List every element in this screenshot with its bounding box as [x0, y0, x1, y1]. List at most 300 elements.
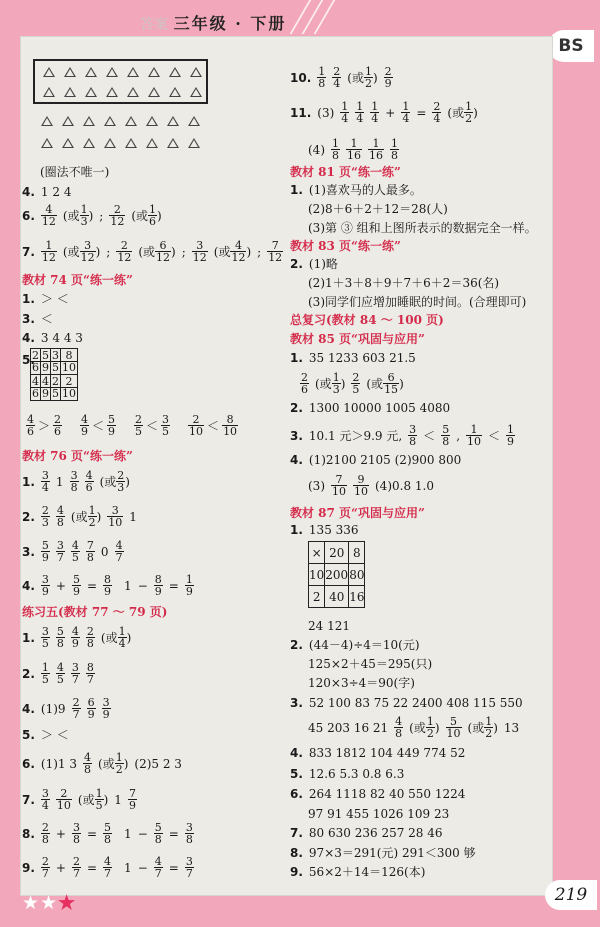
answer-line: [290, 350, 416, 366]
denominator: 4: [356, 112, 364, 125]
text: ): [125, 474, 130, 489]
fraction: [70, 470, 79, 493]
numerator: 1: [426, 715, 434, 728]
denominator: 9: [128, 799, 136, 812]
text: (或: [315, 376, 332, 391]
denominator: 4: [333, 77, 341, 90]
text: ): [171, 244, 176, 259]
text: ): [103, 792, 109, 807]
denominator: 16: [369, 149, 383, 162]
denominator: 6: [32, 387, 39, 400]
numerator: 2: [32, 349, 39, 362]
text: ): [340, 376, 346, 391]
numerator: 4: [71, 539, 79, 552]
answer-line: [22, 752, 182, 775]
numerator: 1: [332, 371, 340, 384]
numerator: 1: [318, 65, 326, 78]
triangle-shape: [83, 138, 95, 148]
denominator: 8: [442, 435, 450, 448]
text: =: [168, 578, 179, 593]
denominator: 10: [189, 425, 204, 438]
numerator: 1: [356, 100, 364, 113]
numerator: 1: [118, 625, 126, 638]
numerator: 1: [41, 661, 49, 674]
section-heading: 教材 76 页“练一练”: [22, 449, 133, 463]
numerator: 6: [387, 371, 395, 384]
denominator: 5: [56, 673, 64, 686]
numerator: 3: [185, 821, 193, 834]
text: ;: [99, 208, 104, 223]
fraction: [148, 204, 157, 227]
answer-line: [22, 470, 130, 493]
question-number: 5.: [22, 728, 35, 742]
answer-line: [308, 220, 537, 236]
denominator: 16: [347, 149, 361, 162]
denominator: 6: [32, 361, 39, 374]
triangle-shape: [169, 67, 181, 77]
numerator: 4: [115, 539, 123, 552]
fraction: [332, 66, 341, 89]
grid-cell: 20: [325, 542, 349, 564]
numerator: 2: [192, 413, 200, 426]
denominator: 3: [80, 215, 88, 228]
numerator: 3: [111, 504, 119, 517]
question-number: 6.: [290, 787, 303, 801]
page-header: [0, 0, 600, 38]
fraction: [80, 204, 89, 227]
numerator: 6: [159, 239, 167, 252]
answer-line: [308, 294, 526, 310]
numerator: 1: [80, 203, 88, 216]
text: ;: [106, 244, 111, 259]
question-number: 11.: [290, 105, 312, 120]
answer-text: 56×2＋14＝126(本): [308, 865, 426, 879]
answer-line: [300, 372, 404, 395]
fraction: [464, 101, 473, 124]
denominator: 2: [485, 727, 493, 740]
numerator: 1: [332, 137, 339, 150]
numerator: 4: [71, 625, 79, 638]
question-number: 5.: [22, 353, 35, 367]
denominator: 5: [41, 637, 49, 650]
answer-line: [22, 626, 131, 649]
question-number: 7.: [22, 244, 35, 259]
text: (或: [467, 720, 485, 735]
triangle-shape: [83, 116, 95, 126]
answer-text: (1)喜欢马的人最多。: [308, 183, 422, 197]
fraction: [185, 856, 194, 879]
answer-text: 125×2＋45＝295(只): [308, 657, 433, 671]
fraction: [41, 574, 50, 597]
numerator: 4: [27, 413, 34, 426]
question-number: 2.: [290, 638, 303, 652]
text: (或: [213, 244, 231, 259]
text: 1: [124, 578, 132, 593]
text: 1: [124, 860, 132, 875]
text: −: [137, 826, 148, 841]
question-number: 4.: [22, 578, 35, 593]
text: 10.1 元＞9.9 元,: [308, 428, 403, 443]
question-number: 10.: [290, 70, 312, 85]
denominator: 10: [62, 361, 76, 374]
triangle-shape: [146, 138, 158, 148]
fraction: [317, 66, 326, 89]
edition-badge: BS: [548, 30, 594, 62]
question-number: 4.: [22, 185, 35, 199]
fraction: [107, 505, 123, 528]
numerator: 3: [102, 696, 110, 709]
denominator: 12: [231, 251, 246, 264]
fraction: [332, 372, 341, 395]
text: (4): [308, 142, 325, 157]
denominator: 9: [71, 637, 79, 650]
denominator: 10: [223, 425, 238, 438]
denominator: 7: [185, 867, 193, 880]
answer-line: [290, 637, 420, 653]
fraction: [300, 372, 309, 395]
fraction: [31, 376, 40, 399]
numerator: 3: [41, 787, 49, 800]
question-number: 9.: [290, 865, 303, 879]
numerator: 2: [86, 625, 94, 638]
triangle-shape: [148, 67, 160, 77]
section-heading: 教材 74 页“练一练”: [22, 273, 133, 287]
section-heading: 教材 83 页“练一练”: [290, 239, 401, 253]
text: ): [372, 70, 378, 85]
triangle-rows: [33, 108, 208, 158]
denominator: 9: [72, 585, 80, 598]
text: −: [137, 860, 148, 875]
numerator: 2: [41, 855, 49, 868]
fraction: [432, 101, 441, 124]
text: (或: [70, 509, 88, 524]
question-number: 5.: [290, 767, 303, 781]
difficulty-stars: ★★★: [22, 892, 77, 914]
numerator: 1: [88, 504, 96, 517]
numerator: 4: [395, 715, 403, 728]
numerator: 1: [402, 100, 410, 113]
numerator: 4: [154, 855, 162, 868]
grid-cell: 200: [325, 564, 349, 586]
denominator: 9: [108, 425, 116, 438]
answer-text: 833 1812 104 449 774 52: [308, 746, 466, 760]
triangle-shape: [85, 67, 97, 77]
denominator: 9: [185, 585, 193, 598]
numerator: 2: [135, 413, 143, 426]
answer-line: [22, 822, 194, 845]
answer-text: 80 630 236 257 28 46: [308, 826, 443, 840]
numerator: 5: [56, 625, 64, 638]
triangle-shape: [106, 87, 118, 97]
answer-text: 52 100 83 75 22 2400 408 115 550: [308, 696, 523, 710]
denominator: 2: [426, 727, 434, 740]
triangle-shape: [64, 87, 76, 97]
fraction: [370, 101, 379, 124]
denominator: 10: [354, 485, 368, 498]
fraction: [80, 414, 89, 437]
fraction: [72, 822, 81, 845]
text: ;: [257, 244, 262, 259]
fraction: [116, 240, 132, 263]
question-number: 4.: [290, 746, 303, 760]
answer-line: [290, 845, 476, 861]
text: (或: [409, 720, 426, 735]
triangle-shape: [125, 116, 137, 126]
fraction: [85, 470, 94, 493]
numerator: 5: [42, 349, 49, 362]
grid-cell: ×: [309, 542, 325, 564]
text: 1: [124, 826, 132, 841]
answer-text: 120×3÷4＝90(字): [308, 676, 415, 690]
text: +: [55, 826, 66, 841]
question-number: 1.: [290, 523, 303, 537]
fraction: [109, 204, 125, 227]
answer-text: 24 121: [308, 619, 350, 633]
text: (2)5 2 3: [134, 756, 182, 771]
triangle-shape: [104, 116, 116, 126]
triangle-shape: [62, 138, 74, 148]
text: ): [88, 208, 94, 223]
denominator: 12: [268, 251, 283, 264]
question-number: 6.: [22, 756, 35, 771]
denominator: 10: [467, 435, 482, 448]
text: =: [86, 826, 98, 841]
fraction: [506, 424, 515, 447]
denominator: 10: [108, 516, 123, 529]
answer-text: 1300 10000 1005 4080: [308, 401, 451, 415]
numerator: 8: [226, 413, 234, 426]
fraction: [364, 66, 373, 89]
fraction: [340, 101, 349, 124]
numerator: 7: [86, 539, 94, 552]
fraction: [102, 697, 111, 720]
answer-line: [290, 400, 450, 416]
text: ): [126, 630, 132, 645]
answer-line: [308, 656, 432, 672]
text: 1: [129, 509, 137, 524]
text: +: [55, 578, 66, 593]
text: ,: [456, 428, 461, 443]
denominator: 8: [84, 763, 92, 776]
denominator: 5: [71, 551, 79, 564]
section-heading: 教材 85 页“巩固与应用”: [290, 332, 425, 346]
answer-line: [290, 695, 523, 711]
fraction: [86, 626, 95, 649]
text: ＜: [92, 418, 105, 433]
text: ): [246, 244, 252, 259]
numerator: 1: [185, 573, 193, 586]
text: 0: [100, 544, 109, 559]
answer-line: [308, 806, 449, 822]
denominator: 7: [72, 708, 80, 721]
text: (或: [347, 70, 364, 85]
fraction: [72, 574, 81, 597]
fraction: [351, 372, 360, 395]
text: ＜: [488, 428, 501, 443]
denominator: 4: [118, 637, 126, 650]
answer-text: (2)1＋3＋8＋9＋7＋6＋2＝36(名): [308, 276, 500, 290]
denominator: 8: [70, 481, 78, 494]
denominator: 7: [115, 551, 123, 564]
text: ): [96, 509, 102, 524]
denominator: 8: [86, 551, 94, 564]
answer-line: [290, 182, 422, 198]
fraction: [88, 505, 97, 528]
numerator: 8: [104, 573, 112, 586]
numerator: 3: [162, 413, 170, 426]
denominator: 8: [56, 516, 64, 529]
fraction: [41, 856, 50, 879]
question-number: 9.: [22, 860, 35, 875]
triangle-shape: [190, 67, 202, 77]
answer-text: (44－4)÷4＝10(元): [308, 638, 420, 652]
numerator: 5: [72, 573, 80, 586]
numerator: 5: [41, 539, 49, 552]
numerator: 3: [196, 239, 204, 252]
numerator: 7: [128, 787, 136, 800]
fraction: [331, 138, 340, 161]
fraction: [408, 424, 417, 447]
text: =: [168, 826, 179, 841]
text: 1: [55, 474, 64, 489]
text: (或: [99, 474, 117, 489]
answer-line: [290, 66, 393, 89]
numerator: 2: [60, 787, 68, 800]
triangle-figure: [33, 59, 208, 104]
text: ): [434, 720, 440, 735]
numerator: 3: [41, 625, 49, 638]
denominator: 9: [507, 435, 515, 448]
grid-cell: 40: [325, 586, 349, 608]
denominator: 4: [41, 481, 49, 494]
numerator: 3: [71, 661, 79, 674]
grid-cell: 16: [349, 586, 365, 608]
fraction: [41, 505, 50, 528]
fraction: [80, 240, 96, 263]
numerator: 3: [72, 821, 80, 834]
answer-line: [308, 618, 350, 634]
triangle-shape: [127, 67, 139, 77]
answer-line: [308, 138, 399, 161]
fraction: [355, 101, 364, 124]
answer-line: [290, 766, 404, 782]
answer-line: [290, 256, 338, 272]
numerator: 3: [409, 423, 417, 436]
numerator: 2: [433, 100, 441, 113]
denominator: 12: [192, 251, 207, 264]
answer-text: (3)同学们应增加睡眠的时间。(合理即可): [308, 295, 527, 309]
fraction-table: [30, 348, 78, 401]
answer-text: 1 2 4: [40, 185, 72, 199]
denominator: 7: [86, 673, 94, 686]
triangle-shape: [41, 116, 53, 126]
text: (3): [308, 478, 325, 493]
numerator: 2: [352, 371, 360, 384]
denominator: 7: [154, 867, 162, 880]
answer-line: [308, 675, 415, 691]
fraction: [116, 470, 125, 493]
denominator: 9: [384, 77, 392, 90]
numerator: 4: [84, 751, 92, 764]
question-number: 3.: [22, 312, 35, 326]
question-number: 3.: [290, 428, 303, 443]
answer-text: (3)第 ③ 组和上图所表示的数据完全一样。: [308, 221, 537, 235]
answer-line: [308, 201, 448, 217]
numerator: 3: [56, 539, 64, 552]
denominator: 6: [27, 425, 34, 438]
answer-text: (1)略: [308, 257, 338, 271]
numerator: 1: [350, 137, 358, 150]
answer-line: [22, 240, 283, 263]
question-number: 2.: [22, 509, 35, 524]
triangle-shape: [167, 116, 179, 126]
text: (或: [131, 208, 149, 223]
denominator: 3: [41, 516, 49, 529]
text: (3): [317, 105, 335, 120]
header-ghost-text: 答案: [140, 17, 168, 33]
fraction: [466, 424, 482, 447]
question-number: 1.: [22, 630, 35, 645]
answer-text: 135 336: [308, 523, 359, 537]
answer-text: 264 1118 82 40 550 1224: [308, 787, 466, 801]
triangle-shape: [188, 116, 200, 126]
question-number: 1.: [290, 183, 303, 197]
numerator: 5: [108, 413, 116, 426]
fraction: [41, 662, 50, 685]
denominator: 5: [352, 383, 360, 396]
numerator: 3: [52, 349, 59, 362]
numerator: 1: [341, 100, 349, 113]
numerator: 1: [391, 137, 398, 150]
section-heading: 教材 87 页“巩固与应用”: [290, 506, 425, 520]
triangle-shape: [127, 87, 139, 97]
text: (或: [100, 630, 118, 645]
denominator: 8: [395, 727, 403, 740]
fraction: [154, 574, 163, 597]
compare-line: [26, 414, 250, 437]
answer-line: [290, 786, 465, 802]
denominator: 8: [332, 149, 339, 162]
denominator: 10: [446, 727, 461, 740]
text: ): [95, 244, 101, 259]
text: (或: [98, 756, 115, 771]
fraction: [41, 822, 50, 845]
numerator: 1: [95, 787, 103, 800]
fraction: [346, 138, 362, 161]
fraction: [230, 240, 246, 263]
numerator: 1: [149, 203, 157, 216]
text: 45 203 16 21: [308, 720, 389, 735]
question-number: 8.: [22, 826, 35, 841]
fraction: [161, 414, 170, 437]
denominator: 8: [56, 637, 64, 650]
text: ): [157, 208, 162, 223]
denominator: 5: [95, 799, 103, 812]
grid-cell: 10: [309, 564, 325, 586]
fraction: [26, 414, 35, 437]
fraction: [56, 626, 65, 649]
text: 13: [503, 720, 520, 735]
triangle-shape: [43, 67, 55, 77]
fraction: [134, 414, 143, 437]
numerator: 1: [371, 100, 379, 113]
numerator: 2: [113, 203, 121, 216]
denominator: 9: [81, 425, 89, 438]
denominator: 12: [156, 251, 171, 264]
question-number: 4.: [290, 453, 303, 467]
question-number: 3.: [22, 544, 35, 559]
multiplication-grid: [308, 541, 365, 608]
